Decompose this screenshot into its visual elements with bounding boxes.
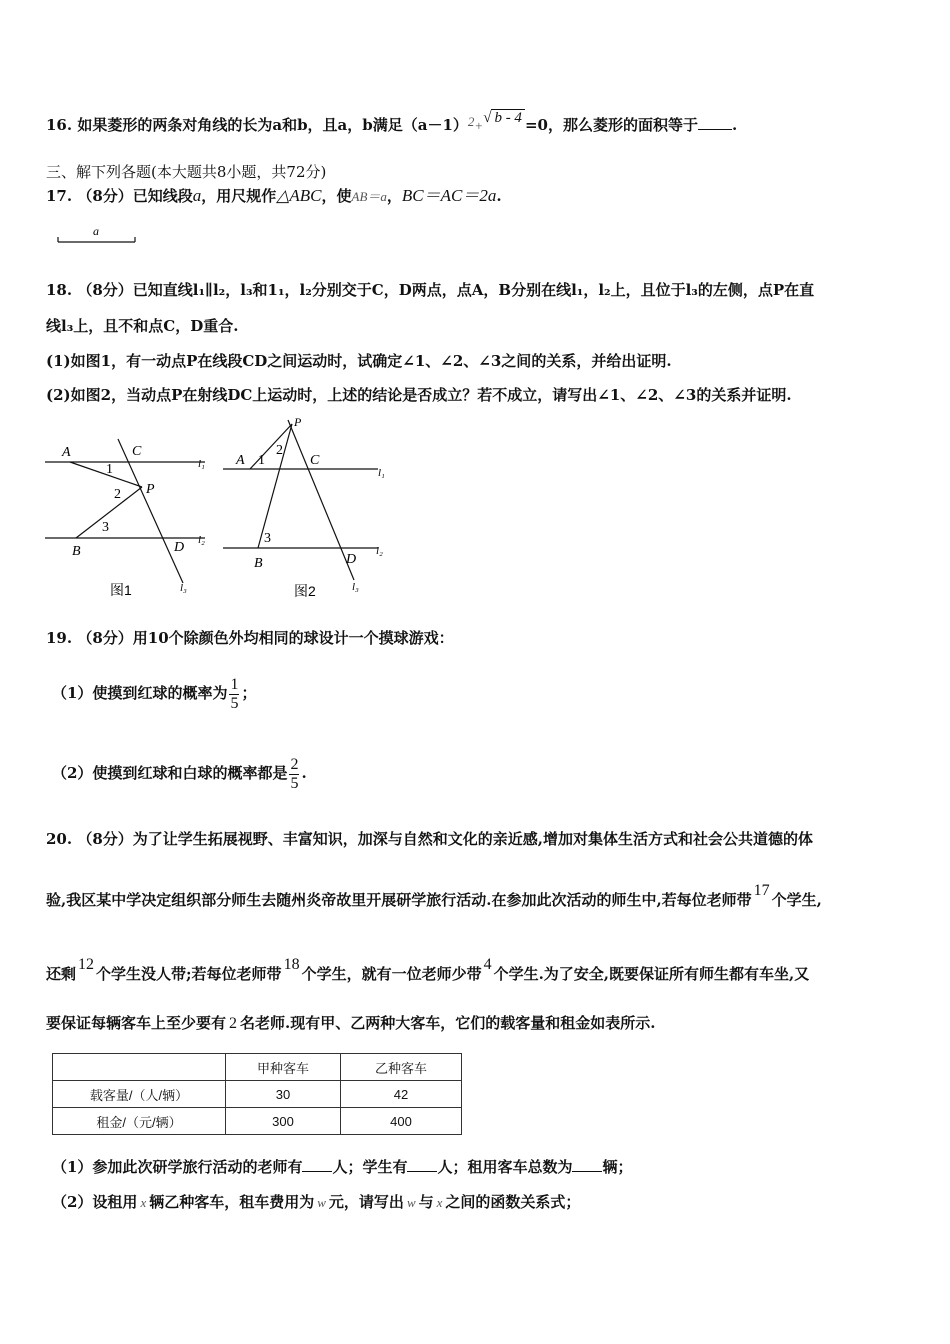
q20-var-w-2: w	[406, 1195, 416, 1210]
fig1-label-C: C	[132, 444, 142, 459]
q19-part2-fraction	[289, 756, 299, 793]
section-title: 三、解下列各题(本大题共8小题，共72分)	[46, 163, 327, 181]
q20-text-line1: 为了让学生拓展视野、丰富知识，加深与自然和文化的亲近感,增加对集体生活方式和社会公共道德的体	[132, 830, 814, 848]
q16-line	[46, 110, 738, 136]
fig2-label-l2: l₂	[376, 545, 383, 557]
table-header-cell	[53, 1054, 226, 1081]
fig2-label-D: D	[346, 552, 357, 567]
q19-part1-fraction	[229, 676, 239, 713]
q16-number: 16.	[46, 116, 73, 134]
fig1-label-l1: l₁	[198, 458, 205, 470]
q20-number-17: 17	[753, 882, 770, 899]
q20-number: 20.	[46, 830, 73, 848]
q18-line1	[46, 280, 814, 300]
fig1-segment-BP	[76, 487, 142, 538]
fig2-label-C: C	[310, 453, 320, 468]
table-header-row	[53, 1054, 462, 1081]
q19-part2-numerator: 2	[290, 755, 299, 773]
fig1-label-B: B	[72, 544, 81, 559]
table-header-cell: 乙种客车	[341, 1054, 462, 1081]
q16-exponent: 2	[467, 114, 475, 129]
q17-cond1: AB＝a	[351, 189, 387, 204]
q20-part1	[52, 1157, 633, 1177]
q16-sqrt: √ b - 4	[483, 108, 525, 128]
q20-part2-e: 之间的函数关系式；	[445, 1193, 581, 1211]
q20-part2	[52, 1192, 580, 1213]
fig1-label-D: D	[174, 540, 185, 555]
q19-number: 19.	[46, 629, 73, 647]
q19-part1	[52, 672, 256, 714]
fig1-caption: 图1	[110, 582, 132, 598]
table-cell: 42	[341, 1081, 462, 1108]
fig2-label-l3: l₃	[352, 581, 359, 593]
q19-part1-text: （1）使摸到红球的概率为	[52, 684, 228, 702]
q19-text: 用10个除颜色外均相同的球设计一个摸球游戏：	[132, 629, 454, 647]
q19-part1-numerator: 1	[230, 675, 239, 693]
q20-text-line3c: 个学生，就有一位老师少带	[301, 965, 482, 983]
table-header-cell: 甲种客车	[226, 1054, 341, 1081]
q17-end: .	[496, 187, 502, 205]
q20-part1-d: 辆；	[602, 1158, 633, 1176]
q19-score: （8分）	[77, 629, 133, 647]
fig2-label-B: B	[254, 556, 263, 571]
q20-number-18: 18	[283, 956, 300, 973]
q20-part2-d: 与	[418, 1193, 434, 1211]
q20-part1-a: （1）参加此次研学旅行活动的老师有	[52, 1158, 303, 1176]
segment-label: a	[93, 224, 99, 238]
q16-end: .	[731, 116, 738, 134]
q16-answer-blank[interactable]	[698, 115, 732, 130]
q17-cond2: BC＝AC＝2a	[401, 186, 497, 205]
q17-comma: ，	[386, 187, 402, 205]
q20-line2	[46, 882, 822, 911]
fig2-label-P: P	[294, 415, 302, 429]
q17-var-a: a	[192, 186, 202, 205]
q20-text-line3d: 个学生.为了安全,既要保证所有师生都有车坐,又	[493, 965, 810, 983]
q20-text-line2b: 个学生,	[771, 891, 822, 909]
q17-triangle: △ABC	[276, 186, 322, 205]
q18-number: 18.	[46, 281, 73, 299]
q20-score: （8分）	[77, 830, 133, 848]
q20-text-line3a: 还剩	[46, 965, 77, 983]
table-cell: 400	[341, 1108, 462, 1135]
q20-part1-b: 人；学生有	[332, 1158, 408, 1176]
fig1-angle-1: 1	[106, 462, 113, 477]
bus-table	[52, 1053, 462, 1135]
q20-part2-a: （2）设租用	[52, 1193, 138, 1211]
q18-part2: (2)如图2，当动点P在射线DC上运动时，上述的结论是否成立？若不成立，请写出∠1、∠2、∠3的关系并证明.	[46, 386, 792, 404]
q20-part1-c: 人；租用客车总数为	[437, 1158, 573, 1176]
fig2-angle-3: 3	[264, 531, 271, 546]
table-cell: 30	[226, 1081, 341, 1108]
fig2-angle-2: 2	[276, 443, 283, 458]
fig1-line-l3	[118, 439, 183, 583]
q18-part1: (1)如图1，有一动点P在线段CD之间运动时，试确定∠1、∠2、∠3之间的关系，并给出证明.	[46, 352, 672, 370]
q20-var-x: x	[140, 1195, 147, 1210]
q20-part2-c: 元，请写出	[328, 1193, 404, 1211]
q18-score: （8分）	[77, 281, 133, 299]
q19-line	[46, 628, 454, 648]
q19-part1-end: ；	[241, 684, 257, 702]
q20-text-line4b: 名老师.现有甲、乙两种大客车，它们的载客量和租金如表所示.	[240, 1014, 656, 1032]
q16-plus: +	[474, 118, 484, 133]
q20-var-x-2: x	[436, 1195, 443, 1210]
fig1-angle-2: 2	[114, 487, 121, 502]
students-answer-blank[interactable]	[407, 1157, 437, 1172]
q20-text-line2a: 验,我区某中学决定组织部分师生去随州炎帝故里开展研学旅行活动.在参加此次活动的师生中,若每位老师带	[46, 891, 752, 909]
q19-part2-denominator: 5	[290, 774, 299, 792]
q17-text-c: ，使	[321, 187, 352, 205]
figure-2	[218, 412, 398, 602]
q19-part2-text: （2）使摸到红球和白球的概率都是	[52, 764, 288, 782]
buses-answer-blank[interactable]	[572, 1157, 602, 1172]
q17-number: 17.	[46, 187, 73, 205]
q19-part2-end: .	[301, 764, 307, 782]
fig2-angle-1: 1	[258, 453, 265, 468]
q16-sqrt-body: b - 4	[491, 109, 525, 126]
q19-part2	[52, 752, 307, 794]
table-cell: 载客量/（人/辆）	[53, 1081, 226, 1108]
q16-text-b: =0，那么菱形的面积等于	[524, 116, 698, 134]
fig2-label-l1: l₁	[378, 467, 385, 479]
q20-part2-b: 辆乙种客车，租车费用为	[149, 1193, 315, 1211]
q20-number-12: 12	[78, 956, 95, 973]
q17-line	[46, 186, 502, 207]
q17-segment-figure	[55, 222, 140, 248]
q17-text-b: ，用尺规作	[201, 187, 277, 205]
q19-part1-denominator: 5	[230, 694, 239, 712]
table-cell: 租金/（元/辆）	[53, 1108, 226, 1135]
fig1-label-A: A	[62, 445, 71, 460]
fig1-label-l3: l₃	[180, 582, 187, 594]
q20-line4	[46, 1013, 655, 1034]
q20-text-line3b: 个学生没人带;若每位老师带	[96, 965, 282, 983]
table-cell: 300	[226, 1108, 341, 1135]
table-row	[53, 1108, 462, 1135]
q20-var-w: w	[317, 1195, 326, 1210]
q18-text-line1: 已知直线l₁∥l₂，l₃和1₁，l₂分别交于C，D两点，点A，B分别在线l₁，l₂上，且位于l₃的左侧，点P在直	[132, 281, 815, 299]
fig1-angle-3: 3	[102, 520, 109, 535]
q20-number-2: 2	[229, 1015, 238, 1032]
q20-number-4: 4	[483, 956, 492, 973]
q20-line3	[46, 956, 810, 985]
fig1-label-P: P	[146, 482, 155, 497]
fig1-label-l2: l₂	[198, 534, 205, 546]
fig2-caption: 图2	[294, 583, 316, 599]
q20-line1	[46, 829, 813, 849]
q18-line2: 线l₃上，且不和点C，D重合.	[46, 317, 239, 335]
fig2-line-l3	[288, 420, 357, 580]
teachers-answer-blank[interactable]	[302, 1157, 332, 1172]
table-row	[53, 1081, 462, 1108]
figure-1	[40, 435, 230, 605]
q20-text-line4a: 要保证每辆客车上至少要有	[46, 1014, 227, 1032]
q17-score: （8分）	[77, 187, 133, 205]
q16-text-a: 如果菱形的两条对角线的长为a和b，且a，b满足（a－1）	[77, 116, 468, 134]
fig2-label-A: A	[236, 453, 245, 468]
q17-text-a: 已知线段	[132, 187, 193, 205]
